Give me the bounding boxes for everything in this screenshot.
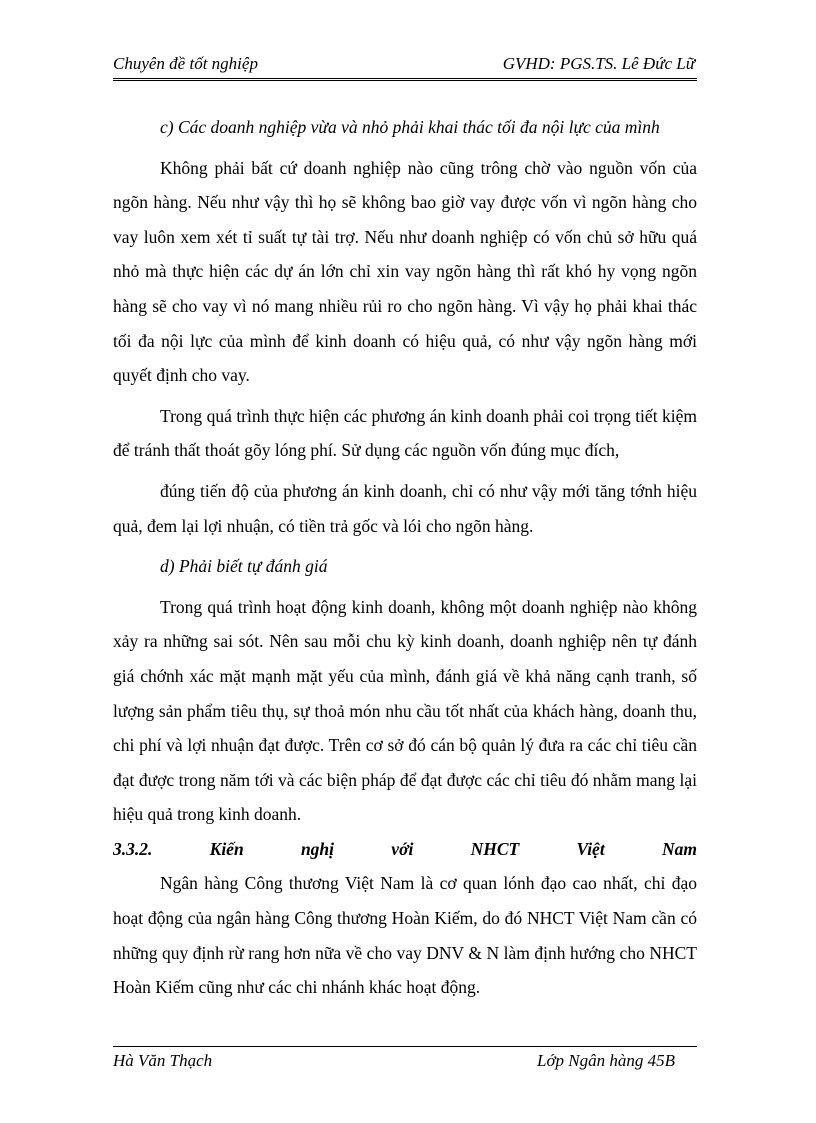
heading-word: 3.3.2. xyxy=(113,838,153,859)
header-advisor: GVHD: PGS.TS. Lê Đức Lữ xyxy=(502,54,695,73)
heading-word: nghị xyxy=(300,838,335,859)
header-document-type: Chuyên đề tốt nghiệp xyxy=(113,54,258,73)
document-body xyxy=(113,110,697,1005)
subsection-c-paragraph-3: đúng tiến độ của phương án kinh doanh, chỉ có như vậy mới tăng tớnh hiệu quả, đem lại lợi nhuận, có tiền trả gốc và lói cho ngõn hàng. xyxy=(113,480,697,536)
heading-word: Việt xyxy=(576,838,605,859)
page-header xyxy=(113,52,697,81)
subsection-c-title: c) Các doanh nghiệp vừa và nhỏ phải khai thác tối đa nội lực của mình xyxy=(160,117,660,137)
page-footer xyxy=(113,1046,697,1077)
subsection-d-title: d) Phải biết tự đánh giá xyxy=(160,556,328,577)
subsection-c-paragraph-2: Trong quá trình thực hiện các phương án kinh doanh phải coi trọng tiết kiệm để tránh thất thoát gõy lóng phí. Sử dụng các nguồn vốn đúng mục đích, xyxy=(113,405,697,461)
heading-word: NHCT xyxy=(470,838,520,859)
subsection-c-paragraph-1: Không phải bất cứ doanh nghiệp nào cũng trông chờ vào nguồn vốn của ngõn hàng. Nếu như vậy thì họ sẽ không bao giờ vay được vốn vì ngõn hàng cho vay luôn xem xét tỉ suất tự tài trợ. Nếu như doanh nghiệp có vốn chủ sở hữu quá nhỏ mà thực hiện các dự án lớn chỉ xin vay ngõn hàng thì rất khó hy vọng ngõn hàng sẽ cho vay vì nó mang nhiều rủi ro cho ngõn hàng. Vì vậy họ phải khai thác tối đa nội lực của mình để kinh doanh có hiệu quả, có như vậy ngõn hàng mới quyết định cho vay. xyxy=(113,157,697,386)
heading-word: với xyxy=(391,838,414,859)
subsection-d-paragraph-1: Trong quá trình hoạt động kinh doanh, không một doanh nghiệp nào không xảy ra những sai sót. Nên sau mỗi chu kỳ kinh doanh, doanh nghiệp nên tự đánh giá chớnh xác mặt mạnh mặt yếu của mình, đánh giá về khả năng cạnh tranh, số lượng sản phẩm tiêu thụ, sự thoả món nhu cầu tốt nhất của khách hàng, doanh thu, chi phí và lợi nhuận đạt được. Trên cơ sở đó cán bộ quản lý đưa ra các chỉ tiêu cần đạt được trong năm tới và các biện pháp để đạt được các chỉ tiêu đó nhằm mang lại hiệu quả trong kinh doanh. xyxy=(113,596,697,825)
section-3-3-2-heading xyxy=(113,832,697,867)
footer-author: Hà Văn Thạch xyxy=(113,1051,213,1070)
section-3-3-2-paragraph-1: Ngân hàng Công thương Việt Nam là cơ quan lónh đạo cao nhất, chỉ đạo hoạt động của ngân hàng Công thương Hoàn Kiếm, do đó NHCT Việt Nam cần có những quy định rừ rang hơn nữa về cho vay DNV & N làm định hướng cho NHCT Hoàn Kiếm cũng như các chi nhánh khác hoạt động. xyxy=(113,873,697,998)
heading-word: Kiến xyxy=(209,838,244,859)
footer-class: Lớp Ngân hàng 45B xyxy=(536,1051,675,1070)
heading-word: Nam xyxy=(661,838,697,859)
